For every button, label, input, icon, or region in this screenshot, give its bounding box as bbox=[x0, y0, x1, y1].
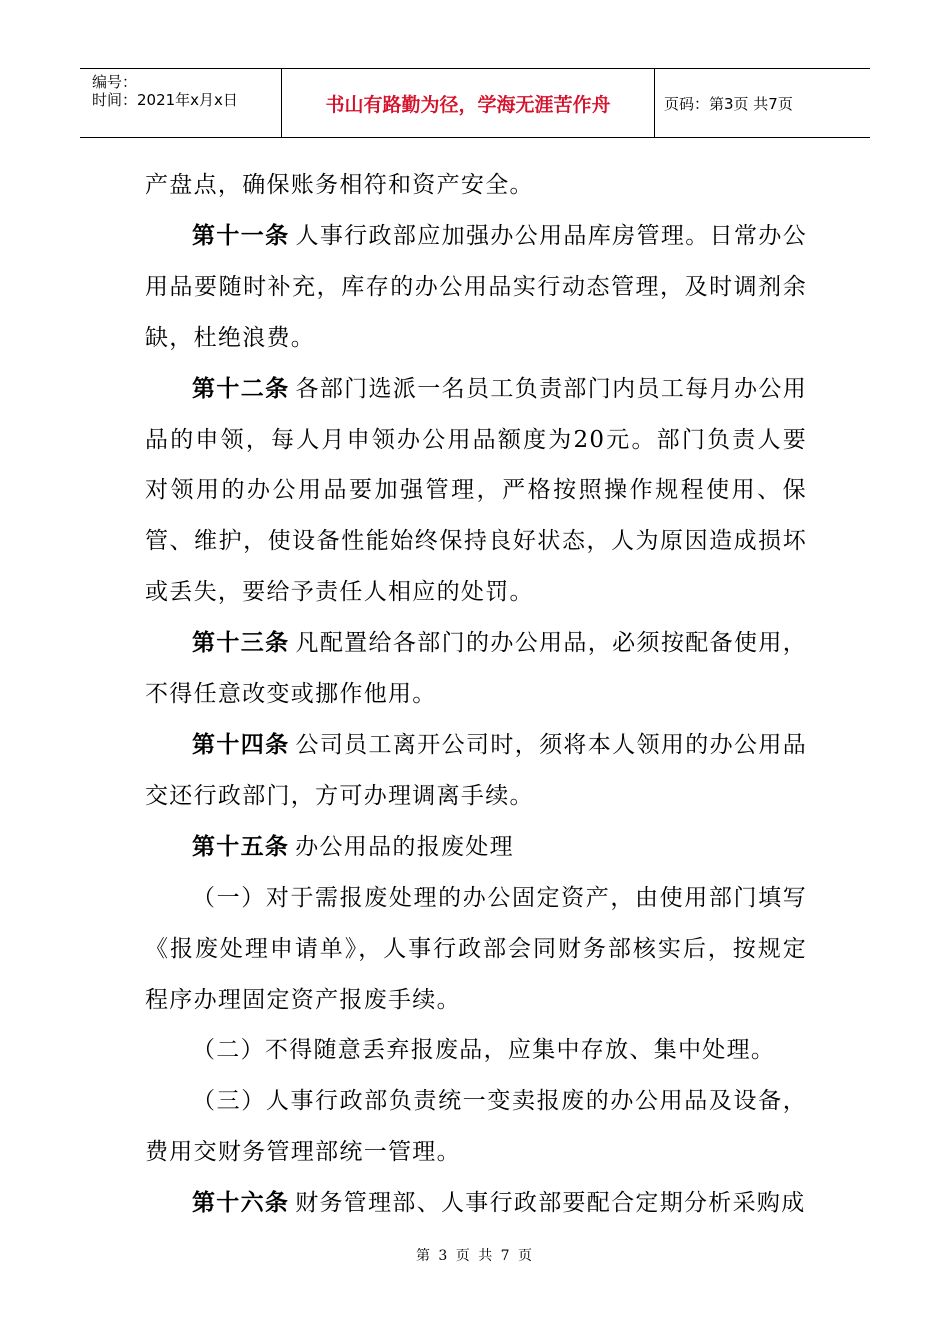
article-15 bbox=[145, 822, 807, 873]
article-15-text: 办公用品的报废处理 bbox=[295, 833, 514, 860]
document-date: 时间：2021年x月x日 bbox=[92, 91, 238, 109]
article-14 bbox=[145, 720, 807, 822]
article-16 bbox=[145, 1178, 807, 1229]
article-12 bbox=[145, 364, 807, 619]
header-page-info: 页码：第3页 共7页 bbox=[664, 94, 793, 113]
article-14-text: 公司员工离开公司时，须将本人领用的办公用品交还行政部门，方可办理调离手续。 bbox=[145, 731, 807, 809]
list-item-1: （一）对于需报废处理的办公固定资产，由使用部门填写《报废处理申请单》，人事行政部会同财务部核实后，按规定程序办理固定资产报废手续。 bbox=[145, 884, 807, 1013]
article-12-text: 各部门选派一名员工负责部门内员工每月办公用品的申领，每人月申领办公用品额度为20元。部门负责人要对领用的办公用品要加强管理，严格按照操作规程使用、保管、维护，使设备性能始终保持良好状态，人为原因造成损坏或丢失，要给予责任人相应的处罚。 bbox=[145, 375, 807, 606]
list-item-3: （三）人事行政部负责统一变卖报废的办公用品及设备，费用交财务管理部统一管理。 bbox=[145, 1088, 807, 1166]
document-number-label: 编号： bbox=[92, 73, 138, 91]
article-16-title: 第十六条 bbox=[192, 1189, 290, 1217]
paragraph-continuation: 产盘点，确保账务相符和资产安全。 bbox=[145, 172, 534, 198]
document-body bbox=[145, 160, 807, 1229]
article-14-title: 第十四条 bbox=[192, 730, 290, 758]
header-motto: 书山有路勤为径，学海无涯苦作舟 bbox=[282, 69, 655, 137]
page-footer: 第 3 页 共 7 页 bbox=[415, 1248, 535, 1264]
article-11 bbox=[145, 211, 807, 364]
article-11-text: 人事行政部应加强办公用品库房管理。日常办公用品要随时补充，库存的办公用品实行动态管理，及时调剂余缺，杜绝浪费。 bbox=[145, 222, 807, 351]
article-13-text: 凡配置给各部门的办公用品，必须按配备使用，不得任意改变或挪作他用。 bbox=[145, 630, 807, 708]
article-11-title: 第十一条 bbox=[192, 221, 290, 249]
article-15-title: 第十五条 bbox=[192, 832, 290, 860]
header-meta bbox=[80, 69, 282, 137]
article-12-title: 第十二条 bbox=[192, 374, 290, 402]
page-header bbox=[80, 68, 870, 138]
list-item-2: （二）不得随意丢弃报废品，应集中存放、集中处理。 bbox=[192, 1037, 776, 1064]
article-13 bbox=[145, 618, 807, 720]
article-13-title: 第十三条 bbox=[192, 629, 290, 657]
article-16-text: 财务管理部、人事行政部要配合定期分析采购成 bbox=[295, 1190, 806, 1217]
